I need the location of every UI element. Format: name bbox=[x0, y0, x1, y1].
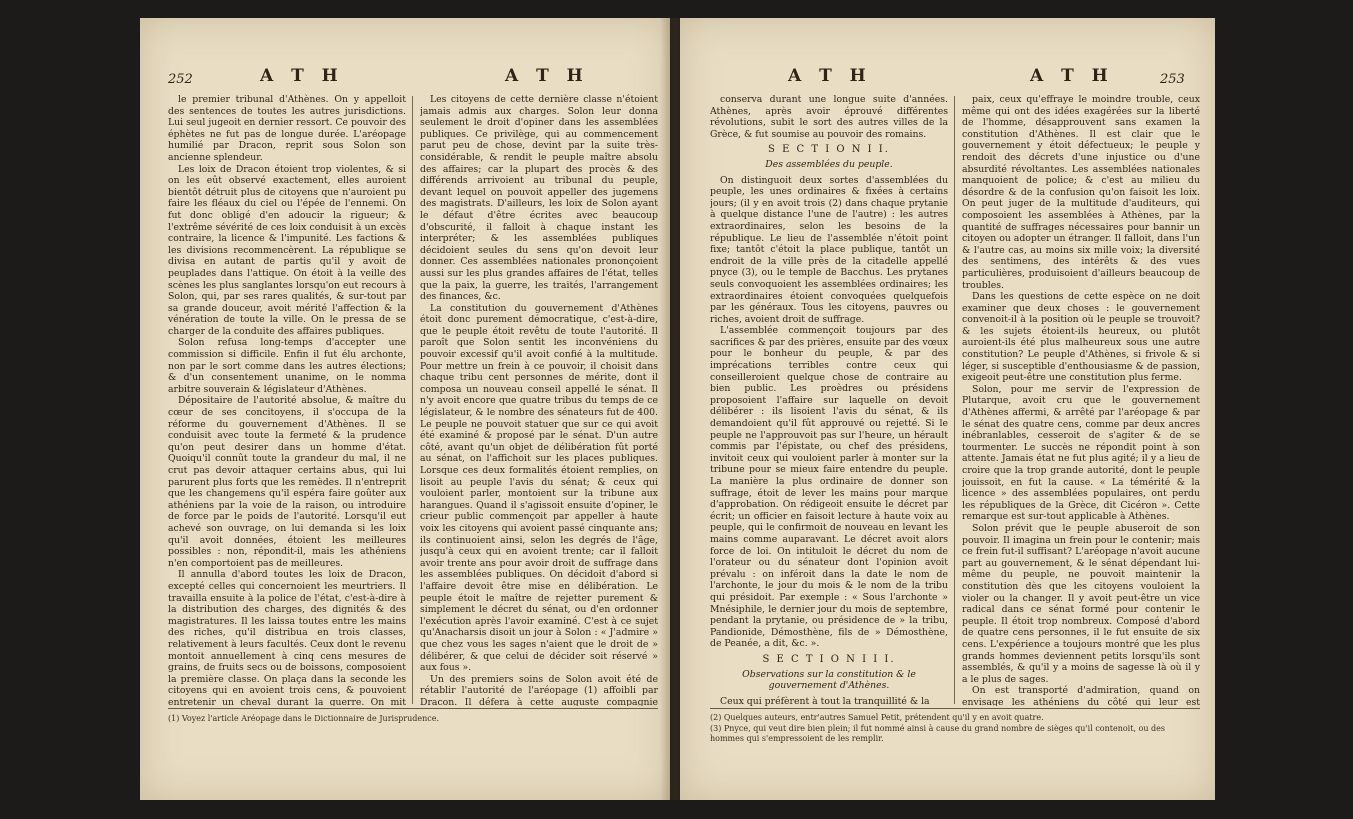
left-page bbox=[140, 18, 670, 800]
footnote-rule bbox=[168, 708, 658, 709]
paragraph: On est transporté d'admiration, quand on envisage les athéniens du côté qui leur est bbox=[962, 685, 1200, 706]
paragraph: Solon, pour me servir de l'expression de Plutarque, avoit cru que le gouvernement d'Athènes affermi, & arrêté par l'aréopage & par le sénat des quatre cens, comme par deux ancres inébranlables, cesseroit de s'agiter & de se tourmenter. Le succès ne répondit point à son attente. Jamais état ne fut plus agité; il y a lieu de croire que la trop grande autorité, dont le peuple jouissoit, en fut la cause. « La témérité & la licence » des assemblées populaires, ont perdu les républiques de la Grèce, dit Cicéron ». Cette remarque est sur-tout applicable à Athènes. bbox=[962, 383, 1200, 523]
section-heading: S E C T I O N I I. bbox=[768, 144, 890, 156]
running-head-right-2: A T H bbox=[1030, 66, 1114, 86]
column-divider bbox=[412, 96, 413, 704]
left-header bbox=[140, 66, 670, 90]
paragraph: Solon refusa long-temps d'accepter une commission si difficile. Enfin il fut élu archonte, non par le sort comme dans les autres élections; & d'un consentement unanime, on le nomma arbitre souverain & législateur d'Athènes. bbox=[168, 337, 406, 395]
right-page bbox=[680, 18, 1215, 800]
footnote-right-2: (3) Pnyce, qui veut dire bien plein; il fut nommé ainsi à cause du grand nombre de sièges qu'il contenoit, ou des hommes qui s'empressoient de les remplir. bbox=[710, 724, 1166, 743]
left-column-1 bbox=[168, 94, 406, 706]
paragraph: La constitution du gouvernement d'Athènes étoit donc purement démocratique, c'est-à-dire, que le peuple étoit revêtu de toute l'autorité. Il paroît que Solon sentit les inconvéniens du pouvoir excessif qu'il avoit confié à la multitude. Pour mettre un frein à ce pouvoir, il choisit dans chaque tribu cent personnes de mérite, dont il composa un nouveau conseil appellé le sénat. Il n'y avoit encore que quatre tribus du temps de ce législateur, & le nombre des sénateurs fut de 400. Le peuple ne pouvoit statuer que sur ce qui avoit été examiné & proposé par le sénat. D'un autre côté, avant qu'un objet de délibération fût porté au sénat, on l'affichoit sur les places publiques. Lorsque ces deux formalités étoient remplies, on lisoit au peuple l'avis du sénat; & ceux qui vouloient parler, montoient sur la tribune aux harangues. Quand il s'agissoit ensuite d'opiner, le crieur public commençoit par appeller à haute voix les citoyens qui avoient passé cinquante ans; ils continuoient ainsi, selon les degrés de l'âge, jusqu'à ceux qui en avoient trente; car il falloit avoir trente ans pour avoir droit de suffrage dans les assemblées publiques. On décidoit d'abord si l'affaire devoit être mise en délibération. Le peuple étoit le maître de rejetter purement & simplement le décret du sénat, ou d'en ordonner l'exécution après l'avoir examiné. C'est à ce sujet qu'Anacharsis disoit un jour à Solon : « J'admire » que chez vous les sages n'aient que le droit de » délibérer, & que celui de décider soit réservé » aux fous ». bbox=[420, 302, 658, 674]
page-number-left: 252 bbox=[168, 72, 193, 87]
paragraph: Solon prévit que le peuple abuseroit de son pouvoir. Il imagina un frein pour le contenir; mais ce frein fut-il suffisant? L'aréopage n'avoit aucune part au gouvernement, & le sénat dépendant lui-même du peuple, ne pouvoit maintenir la constitution dès que les citoyens vouloient la violer ou la changer. Il y avoit peut-être un vice radical dans ce sénat formé pour contenir le peuple. Il étoit trop nombreux. Composé d'abord de quatre cens personnes, il le fut ensuite de six cens. L'expérience a toujours montré que les plus grands hommes deviennent petits lorsqu'ils sont assemblés, & qu'il y a moins de sagesse là où il y a le plus de sages. bbox=[962, 522, 1200, 685]
paragraph: le premier tribunal d'Athènes. On y appelloit des sentences de toutes les autres jurisdictions. Lui seul jugeoit en dernier ressort. Ce pouvoir des éphètes ne fut pas de longue durée. L'aréopage humilié par Dracon, reprit sous Solon son ancienne splendeur. bbox=[168, 94, 406, 163]
paragraph: conserva durant une longue suite d'années. Athènes, après avoir éprouvé différentes révolutions, subit le sort des autres villes de la Grèce, & fut soumise au pouvoir des romains. bbox=[710, 94, 948, 140]
right-column-2 bbox=[962, 94, 1200, 706]
footnote-right-1: (2) Quelques auteurs, entr'autres Samuel Petit, prétendent qu'il y en avoit quatre. bbox=[710, 713, 1044, 722]
running-head-right-1: A T H bbox=[788, 66, 872, 86]
column-divider bbox=[954, 96, 955, 704]
footnote-rule bbox=[710, 708, 1200, 709]
section-subtitle: Observations sur la constitution & le gouvernement d'Athènes. bbox=[742, 668, 916, 692]
paragraph: Il annulla d'abord toutes les loix de Dracon, excepté celles qui concernoient les meurtriers. Il travailla ensuite à la police de l'état, c'est-à-dire à la distribution des charges, des dignités & des magistratures. Il les laissa toutes entre les mains des riches, qu'il distribua en trois classes, relativement à leurs facultés. Ceux dont le revenu montoit annuellement à cinq cens mesures de grains, de fruits secs ou de boissons, composoient la première classe. On plaça dans la seconde les citoyens qui en avoient trois cens, & pouvoient entretenir un cheval durant la guerre. On mit bbox=[168, 569, 406, 706]
paragraph: Les loix de Dracon étoient trop violentes, & si on les eût observé exactement, elles auroient bientôt détruit plus de citoyens que n'auroient pu faire les fléaux du ciel ou l'épée de l'ennemi. On fut donc obligé d'en adoucir la rigueur; & l'extrême sévérité de ces loix conduisit à un excès contraire, la licence & l'impunité. Les factions & les divisions recommencèrent. La république se divisa en autant de partis qu'il y avoit de peuplades dans l'attique. On étoit à la veille des scènes les plus sanglantes lorsqu'on eut recours à Solon, qui, par ses rares qualités, & sur-tout par sa grande douceur, avoit mérité l'affection & la vénération de toute la ville. On le pressa de se charger de la conduite des affaires publiques. bbox=[168, 163, 406, 337]
paragraph: L'assemblée commençoit toujours par des sacrifices & par des prières, ensuite par des vœux pour le bonheur du peuple, & par des imprécations terribles contre ceux qui conseilleroient quelque chose de contraire au bien public. Les proèdres ou présidens proposoient l'affaire sur laquelle on devoit délibérer : ils lisoient l'avis du sénat, & ils demandoient qu'il fût approuvé ou rejetté. Si le peuple ne l'approuvoit pas sur l'heure, un hérault commis par l'épistate, ou chef des présidens, invitoit ceux qui vouloient parler à monter sur la tribune pour se mieux faire entendre du peuple. La manière la plus ordinaire de donner son suffrage, étoit de lever les mains pour marque d'approbation. On rédigeoit ensuite le décret par écrit; un officier en faisoit lecture à haute voix au peuple, qui le confirmoit de nouveau en levant les mains comme auparavant. Le décret avoit alors force de loi. On intituloit le décret du nom de l'orateur ou du sénateur dont l'opinion avoit prévalu : on inféroit dans la date le nom de l'archonte, le jour du mois & le nom de la tribu qui présidoit. Par exemple : « Sous l'archonte » Mnésiphile, le dernier jour du mois de septembre, pendant la prytanie, ou présidence de » la tribu, Pandionide, Démosthène, fils de » Démosthène, de Peanée, a dit, &c. ». bbox=[710, 325, 948, 650]
page-number-right: 253 bbox=[1160, 72, 1185, 87]
right-header bbox=[680, 66, 1215, 90]
paragraph: paix, ceux qu'effraye le moindre trouble, ceux même qui ont des idées exagérées sur la liberté de l'homme, désapprouvent sans examen la constitution d'Athènes. Il est clair que le gouvernement y étoit défectueux; le peuple y rendoit des décrets d'une injustice ou d'une absurdité révoltantes. Les assemblées nationales manquoient de police; & c'est au milieu du désordre & de la confusion qu'on faisoit les loix. On peut juger de la multitude d'auditeurs, qui composoient les assemblées à Athènes, par la quantité de suffrages nécessaires pour bannir un citoyen ou adopter un étranger. Il falloit, dans l'un & l'autre cas, au moins six mille voix; la diversité des sentimens, des intérêts & des vues particulières, produisoient d'ailleurs beaucoup de troubles. bbox=[962, 94, 1200, 291]
right-column-1 bbox=[710, 94, 948, 706]
section-heading: S E C T I O N I I I. bbox=[762, 653, 896, 665]
paragraph: On distinguoit deux sortes d'assemblées du peuple, les unes ordinaires & fixées à certains jours; (il y en avoit trois (2) dans chaque prytanie à quelque distance l'une de l'autre) : les autres extraordinaires, selon les besoins de la république. Le lieu de l'assemblée n'étoit point fixe; tantôt c'étoit la place publique, tantôt un endroit de la ville près de la citadelle appellé pnyce (3), ou le temple de Bacchus. Les prytanes seuls convoquoient les assemblées ordinaires; les extraordinaires étoient convoquées quelquefois par les généraux. Tous les citoyens, pauvres ou riches, avoient droit de suffrage. bbox=[710, 174, 948, 325]
running-head-left-1: A T H bbox=[260, 66, 344, 86]
paragraph: Un des premiers soins de Solon avoit été de rétablir l'autorité de l'aréopage (1) affoibli par Dracon. Il défera à cette auguste compagnie bbox=[420, 673, 658, 706]
section-subtitle: Des assemblées du peuple. bbox=[765, 158, 893, 170]
left-column-2 bbox=[420, 94, 658, 706]
paragraph: Dépositaire de l'autorité absolue, & maître du cœur de ses concitoyens, il s'occupa de la réforme du gouvernement d'Athènes. Il se conduisit avec toute la fermeté & la prudence qu'on peut desirer dans un homme d'état. Quoiqu'il connût toute la grandeur du mal, il ne crut pas devoir attaquer certains abus, qui lui parurent plus forts que les remèdes. Il n'entreprit que les changemens qu'il espéra faire goûter aux athéniens par la voie de la raison, ou introduire de force par le poids de l'autorité. Lorsqu'il eut achevé son ouvrage, on lui demanda si les loix qu'il avoit données, étoient les meilleures possibles : non, répondit-il, mais les athéniens n'en comportoient pas de meilleures. bbox=[168, 395, 406, 569]
paragraph: Ceux qui préfèrent à tout la tranquillité & la bbox=[720, 695, 930, 706]
paragraph: Les citoyens de cette dernière classe n'étoient jamais admis aux charges. Solon leur donna seulement le droit d'opiner dans les assemblées publiques. Ce privilège, qui au commencement parut peu de chose, devint par la suite très-considérable, & rendit le peuple maître absolu des affaires; car la plupart des procès & des différends arrivoient au tribunal du peuple, devant lequel on pouvoit appeller des jugemens des magistrats. D'ailleurs, les loix de Solon ayant le défaut d'être écrites avec beaucoup d'obscurité, il falloit à chaque instant les interpréter; & les assemblées publiques décidoient seules du sens qu'on devoit leur donner. Ces assemblées nationales prononçoient aussi sur les plus grandes affaires de l'état, telles que la paix, la guerre, les traités, l'arrangement des finances, &c. bbox=[420, 94, 658, 303]
footnote-left: (1) Voyez l'article Aréopage dans le Dictionnaire de Jurisprudence. bbox=[168, 714, 440, 723]
paragraph: Dans les questions de cette espèce on ne doit examiner que deux choses : le gouvernement convenoit-il à la position où le peuple se trouvoit? & les sujets étoient-ils heureux, ou plutôt auroient-ils été plus malheureux sous une autre constitution? Le peuple d'Athènes, si frivole & si léger, si susceptible d'enthousiasme & de passion, exigeoit peut-être une constitution plus ferme. bbox=[962, 291, 1200, 384]
running-head-left-2: A T H bbox=[505, 66, 589, 86]
